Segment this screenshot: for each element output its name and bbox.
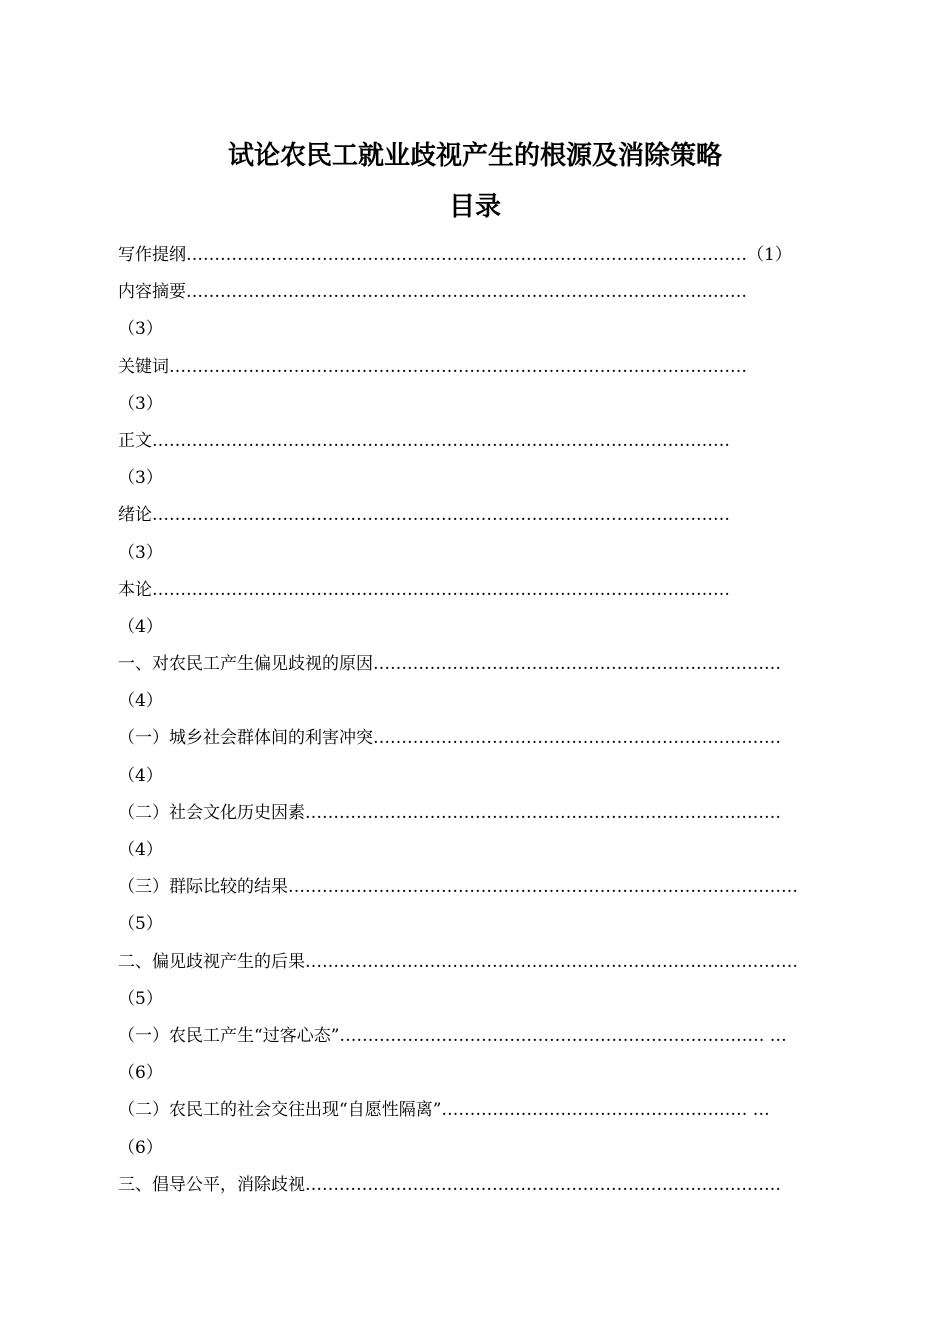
toc-entry: [118, 1134, 838, 1171]
toc-entry-page-number: （6）: [118, 1063, 163, 1084]
toc-entry-page-number: （1）: [747, 245, 792, 265]
toc-entry: [118, 985, 838, 1022]
toc-entry: [118, 724, 838, 761]
toc-entry-page-number: （3）: [118, 319, 163, 340]
toc-entry-leader: …………………………………………………………………………: [305, 1174, 781, 1195]
toc-entry: [118, 427, 838, 464]
toc-heading: 目录: [448, 192, 501, 222]
toc-entry: [118, 1059, 838, 1096]
toc-entry-label: 一、对农民工产生偏见歧视的原因: [118, 654, 373, 675]
toc-entry-leader: …………………………………………………………………………………………: [169, 356, 747, 377]
toc-entry: [118, 278, 838, 315]
toc-entry-label: （二）社会文化历史因素: [118, 802, 305, 823]
toc-entry-label: （一）城乡社会群体间的利害冲突: [118, 728, 373, 749]
toc-entry-leader: ………………………………………………………………………………: [288, 877, 798, 898]
toc-entry-label: 写作提纲: [118, 245, 186, 265]
toc-entry-leader: ………………………………………………………………………………………: [186, 245, 747, 265]
toc-entry-page-number: （4）: [118, 616, 163, 637]
toc-entry-leader: …………………………………………………………………………………………: [152, 430, 730, 451]
toc-entry: [118, 241, 838, 278]
toc-entry-leader: …………………………………………………………………………: [305, 802, 781, 823]
toc-entry-label: 关键词: [118, 356, 169, 377]
toc-entry-label: 正文: [118, 430, 152, 451]
toc-entry: [118, 1022, 838, 1059]
toc-entry-leader: ………………………………………………………………: [373, 654, 781, 675]
document-title: 试论农民工就业歧视产生的根源及消除策略: [227, 141, 722, 171]
toc-entry: [118, 539, 838, 576]
toc-entry-page-number: （5）: [118, 988, 163, 1009]
toc-entry-leader: …………………………………………………………………………………………: [152, 579, 730, 600]
toc-entry-label: 三、倡导公平，消除歧视: [118, 1174, 305, 1195]
toc-entry-page-number: （5）: [118, 914, 163, 935]
toc-entry-label: （二）农民工的社会交往出现“自愿性隔离”: [118, 1100, 442, 1121]
toc-entry: [118, 1171, 838, 1208]
toc-entry: [118, 353, 838, 390]
toc-entry-leader: ………………………………………………………………: [373, 728, 781, 749]
table-of-contents: [118, 241, 838, 1208]
toc-entry: [118, 501, 838, 538]
toc-entry-page-number: （6）: [118, 1137, 163, 1158]
toc-entry-leader: ……………………………………………… …: [441, 1100, 770, 1121]
toc-entry: [118, 873, 838, 910]
toc-entry: [118, 836, 838, 873]
toc-entry-label: 内容摘要: [118, 282, 186, 303]
toc-entry: [118, 799, 838, 836]
toc-entry-label: 本论: [118, 579, 152, 600]
toc-entry-leader: …………………………………………………………………………………………: [152, 505, 730, 526]
toc-entry-leader: ………………………………………………………………………………………: [186, 282, 747, 303]
toc-entry-label: （一）农民工产生“过客心态”: [118, 1025, 340, 1046]
toc-entry-label: 绪论: [118, 505, 152, 526]
toc-entry-leader: ……………………………………………………………………………: [305, 951, 798, 972]
toc-entry: [118, 1096, 838, 1133]
toc-entry: [118, 464, 838, 501]
toc-entry: [118, 762, 838, 799]
toc-entry-label: （三）群际比较的结果: [118, 877, 288, 898]
toc-entry-page-number: （3）: [118, 393, 163, 414]
toc-entry-leader: ………………………………………………………………… …: [339, 1025, 787, 1046]
toc-entry-label: 二、偏见歧视产生的后果: [118, 951, 305, 972]
toc-entry-page-number: （3）: [118, 542, 163, 563]
toc-entry: [118, 910, 838, 947]
toc-entry-page-number: （4）: [118, 765, 163, 786]
toc-entry-page-number: （3）: [118, 468, 163, 489]
toc-entry: [118, 687, 838, 724]
toc-entry-page-number: （4）: [118, 691, 163, 712]
toc-entry: [118, 948, 838, 985]
toc-entry: [118, 315, 838, 352]
toc-entry: [118, 613, 838, 650]
toc-entry: [118, 650, 838, 687]
toc-entry: [118, 390, 838, 427]
toc-entry-page-number: （4）: [118, 840, 163, 860]
toc-entry: [118, 576, 838, 613]
